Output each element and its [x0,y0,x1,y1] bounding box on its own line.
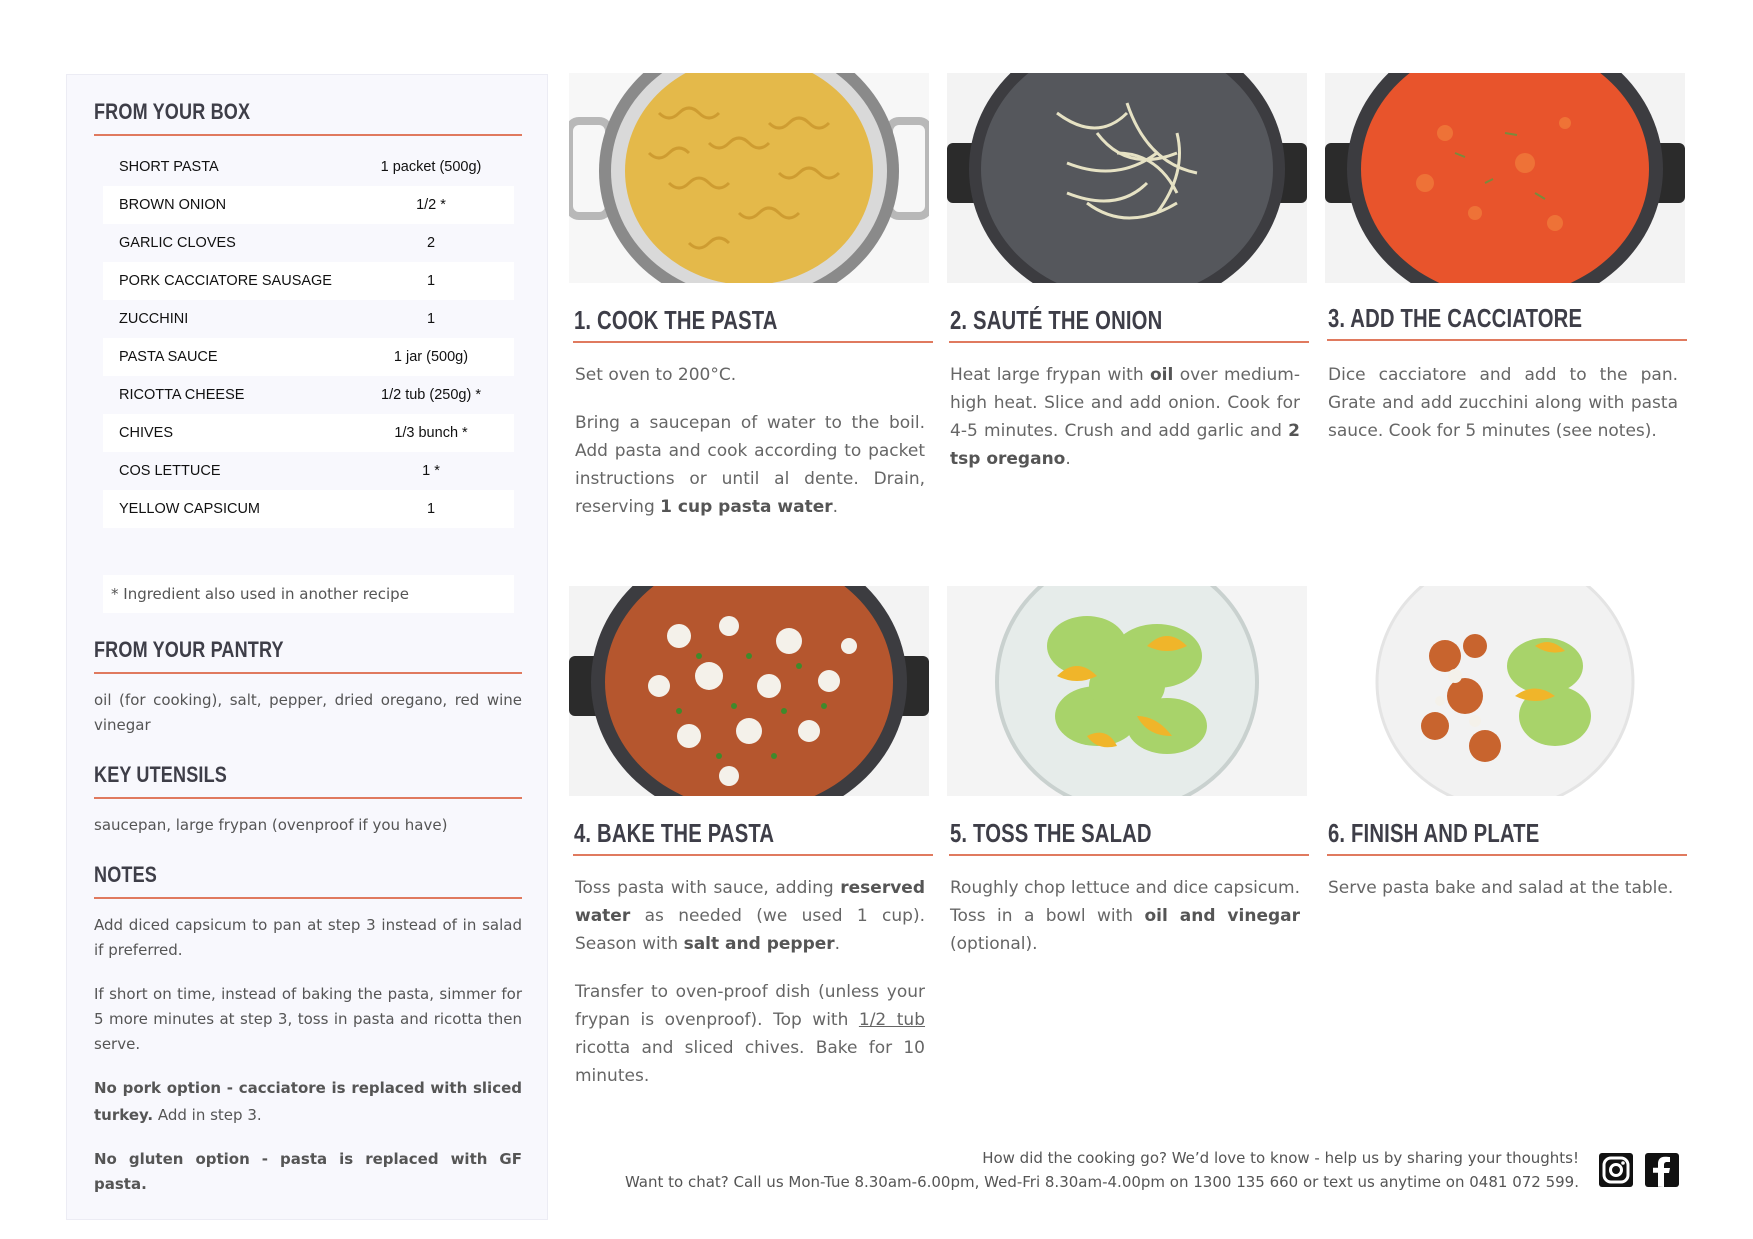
ingredient-row [103,376,514,414]
from-your-box-heading: FROM YOUR BOX [94,99,251,124]
step-2-title: 2. SAUTÉ THE ONION [950,305,1163,335]
note-no-pork-rest: Add in step 3. [153,1106,262,1124]
ingredient-name: RICOTTA CHEESE [119,387,245,403]
ingredient-qty: 2 [426,235,436,251]
note-no-gluten-bold: No gluten option - pasta is replaced with GF pasta. [94,1150,522,1193]
step-text: Roughly chop lettuce and dice capsicum. Toss in a bowl with [950,878,1300,926]
step-rule [1327,339,1687,341]
note-no-pork-bold: No pork option - cacciatore is replaced with sliced turkey. [94,1079,522,1124]
step-bold: salt and pepper [683,934,835,954]
step-bold: 1 cup pasta water [660,497,833,517]
ingredient-row [103,338,514,376]
ingredient-qty: 1/2 * [416,197,446,213]
step-text: Heat large frypan with [950,365,1150,385]
step-6-body [1328,874,1678,922]
heading-rule [94,897,522,899]
ingredient-footnote: * Ingredient also used in another recipe [103,575,514,613]
feedback-line: How did the cooking go? We’d love to know - help us by sharing your thoughts! [982,1149,1579,1167]
step-5-para-1 [950,874,1300,958]
step-rule [949,341,1309,343]
ingredient-name: YELLOW CAPSICUM [119,501,260,517]
step-1-para-2 [575,409,925,521]
ingredient-qty: 1 jar (500g) [393,349,469,365]
step-3-para-1: Dice cacciatore and add to the pan. Grate and add zucchini along with pasta sauce. Cook for 5 minutes (see notes). [1328,365,1678,441]
note-capsicum: Add diced capsicum to pan at step 3 instead of in salad if preferred. [94,916,522,959]
ingredient-name: SHORT PASTA [119,159,219,175]
step-1-title: 1. COOK THE PASTA [574,305,778,335]
step-text: (optional). [950,934,1038,954]
step-2-body [950,361,1300,493]
step-text: Bring a saucepan of water to the boil. Add pasta and cook according to packet instructions or until al dente. Drain, reserving [575,413,925,517]
ingredient-name: BROWN ONION [119,197,227,213]
step-bold: oil and vinegar [1144,906,1301,926]
ingredient-qty: 1 packet (500g) [380,159,482,175]
ingredient-row [103,452,514,490]
step-rule [573,341,933,343]
ingredient-row [103,300,514,338]
step-bold: reserved water [575,878,925,926]
step-4-photo [569,586,929,796]
step-text: . [834,934,841,954]
from-your-pantry-heading: FROM YOUR PANTRY [94,637,284,662]
step-1-photo [569,73,929,283]
notes-heading: NOTES [94,862,157,887]
step-text: over medium-high heat. Slice and add onion. Cook for 4-5 minutes. Crush and add garlic and [950,365,1300,441]
step-6-heading [1328,818,1688,849]
step-rule [1327,854,1687,856]
ingredient-name: CHIVES [119,425,173,441]
instagram-icon[interactable] [1598,1152,1634,1188]
note-short-time: If short on time, instead of baking the pasta, simmer for 5 more minutes at step 3, toss in pasta and ricotta then serve. [94,985,522,1053]
step-rule [949,854,1309,856]
heading-rule [94,797,522,799]
step-1-body [575,361,925,541]
step-text: . [1065,449,1071,469]
ingredient-row [103,224,514,262]
step-2-heading [950,305,1310,336]
heading-rule [94,134,522,136]
step-3-body [1328,361,1678,465]
step-rule [573,854,933,856]
step-2-para-1 [950,361,1300,473]
step-bold: 2 tsp oregano [950,421,1300,469]
ingredient-qty: 1 * [422,463,440,479]
ingredient-name: PASTA SAUCE [119,349,218,365]
step-1-heading [574,305,934,336]
step-5-body [950,874,1300,978]
step-6-title: 6. FINISH AND PLATE [1328,818,1540,848]
step-2-photo [947,73,1307,283]
step-3-heading [1328,303,1688,334]
step-6-photo [1325,586,1685,796]
facebook-icon[interactable] [1644,1152,1680,1188]
ingredient-qty: 1/3 bunch * [394,425,468,441]
step-4-title: 4. BAKE THE PASTA [574,818,775,848]
ingredient-row [103,414,514,452]
step-bold: oil [1149,365,1174,385]
step-text: ricotta and sliced chives. Bake for 10 minutes. [575,1038,925,1086]
contact-line: Want to chat? Call us Mon-Tue 8.30am-6.00pm, Wed-Fri 8.30am-4.00pm on 1300 135 660 or text us anytime on 0481 072 599. [624,1173,1579,1191]
ingredient-row [103,490,514,528]
step-1-para-1: Set oven to 200°C. [575,365,737,385]
note-no-pork [94,1075,522,1129]
ingredient-qty: 1/2 tub (250g) * [381,387,481,403]
ingredient-name: COS LETTUCE [119,463,221,479]
step-3-photo [1325,73,1685,283]
step-text: Transfer to oven-proof dish (unless your frypan is ovenproof). Top with [575,982,925,1030]
step-4-body [575,874,925,1110]
ingredient-qty: 1 [426,311,436,327]
step-5-photo [947,586,1307,796]
ingredients-sidebar [66,74,548,1220]
step-4-para-1 [575,874,925,958]
key-utensils-heading: KEY UTENSILS [94,762,227,787]
utensils-text: saucepan, large frypan (ovenproof if you have) [94,816,448,834]
pantry-text: oil (for cooking), salt, pepper, dried oregano, red wine vinegar [94,691,522,734]
ingredients-table [103,148,514,528]
step-3-title: 3. ADD THE CACCIATORE [1328,303,1583,333]
step-underline: 1/2 tub [858,1010,926,1030]
ingredient-row [103,262,514,300]
step-4-heading [574,818,934,849]
note-no-gluten [94,1147,522,1197]
step-text: Toss pasta with sauce, adding [575,878,841,898]
ingredient-name: ZUCCHINI [119,311,189,327]
ingredient-name: PORK CACCIATORE SAUSAGE [119,273,332,289]
step-4-para-2 [575,978,925,1090]
step-5-title: 5. TOSS THE SALAD [950,818,1152,848]
step-text: . [832,497,839,517]
ingredient-name: GARLIC CLOVES [119,235,236,251]
heading-rule [94,672,522,674]
ingredient-qty: 1 [426,501,436,517]
step-5-heading [950,818,1310,849]
ingredient-row [103,148,514,186]
step-6-para-1: Serve pasta bake and salad at the table. [1328,878,1674,898]
step-text: as needed (we used 1 cup). Season with [575,906,925,954]
ingredient-qty: 1 [426,273,436,289]
ingredient-row [103,186,514,224]
